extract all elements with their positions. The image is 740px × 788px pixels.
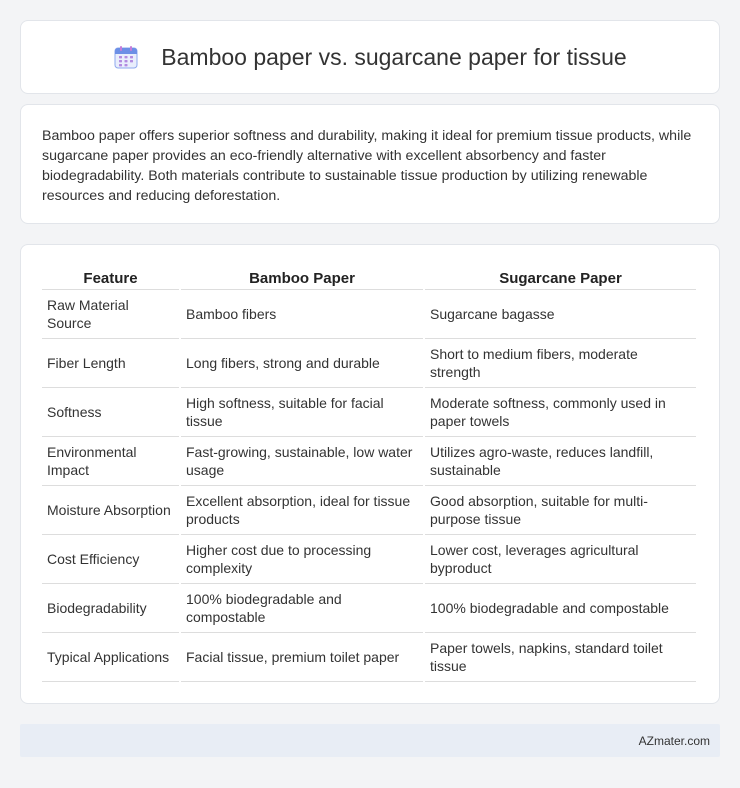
sugarcane-cell: Utilizes agro-waste, reduces landfill, sustainable xyxy=(425,437,696,486)
table-row xyxy=(42,535,696,584)
table-row xyxy=(42,437,696,486)
feature-cell: Raw Material Source xyxy=(42,290,179,339)
bamboo-cell: Long fibers, strong and durable xyxy=(181,339,423,388)
table-row xyxy=(42,633,696,682)
table-row xyxy=(42,486,696,535)
table-row xyxy=(42,388,696,437)
page-title: Bamboo paper vs. sugarcane paper for tissue xyxy=(161,43,627,70)
header-sugarcane-paper: Sugarcane Paper xyxy=(425,265,696,290)
comparison-table xyxy=(40,265,698,682)
sugarcane-cell: Paper towels, napkins, standard toilet tissue xyxy=(425,633,696,682)
header-bamboo-paper: Bamboo Paper xyxy=(181,265,423,290)
calendar-icon xyxy=(113,44,139,70)
feature-cell: Biodegradability xyxy=(42,584,179,633)
table-row xyxy=(42,290,696,339)
table-header-row xyxy=(42,265,696,290)
footer xyxy=(20,724,720,757)
header-feature: Feature xyxy=(42,265,179,290)
bamboo-cell: Excellent absorption, ideal for tissue products xyxy=(181,486,423,535)
comparison-table-card xyxy=(20,244,720,704)
sugarcane-cell: Sugarcane bagasse xyxy=(425,290,696,339)
summary-card xyxy=(20,104,720,224)
bamboo-cell: 100% biodegradable and compostable xyxy=(181,584,423,633)
bamboo-cell: Facial tissue, premium toilet paper xyxy=(181,633,423,682)
bamboo-cell: Fast-growing, sustainable, low water usage xyxy=(181,437,423,486)
sugarcane-cell: Moderate softness, commonly used in paper towels xyxy=(425,388,696,437)
sugarcane-cell: 100% biodegradable and compostable xyxy=(425,584,696,633)
footer-site-name: AZmater.com xyxy=(638,733,710,748)
feature-cell: Cost Efficiency xyxy=(42,535,179,584)
feature-cell: Fiber Length xyxy=(42,339,179,388)
table-row xyxy=(42,339,696,388)
feature-cell: Softness xyxy=(42,388,179,437)
feature-cell: Moisture Absorption xyxy=(42,486,179,535)
feature-cell: Environmental Impact xyxy=(42,437,179,486)
table-row xyxy=(42,584,696,633)
bamboo-cell: Bamboo fibers xyxy=(181,290,423,339)
bamboo-cell: Higher cost due to processing complexity xyxy=(181,535,423,584)
sugarcane-cell: Short to medium fibers, moderate strength xyxy=(425,339,696,388)
title-card xyxy=(20,20,720,94)
sugarcane-cell: Lower cost, leverages agricultural byproduct xyxy=(425,535,696,584)
sugarcane-cell: Good absorption, suitable for multi-purpose tissue xyxy=(425,486,696,535)
bamboo-cell: High softness, suitable for facial tissue xyxy=(181,388,423,437)
feature-cell: Typical Applications xyxy=(42,633,179,682)
summary-text: Bamboo paper offers superior softness and durability, making it ideal for premium tissue products, while sugarcane paper provides an eco-friendly alternative with excellent absorbency and faster biodegradability. Both materials contribute to sustainable tissue production by utilizing renewable resources and reducing deforestation. xyxy=(42,128,692,204)
